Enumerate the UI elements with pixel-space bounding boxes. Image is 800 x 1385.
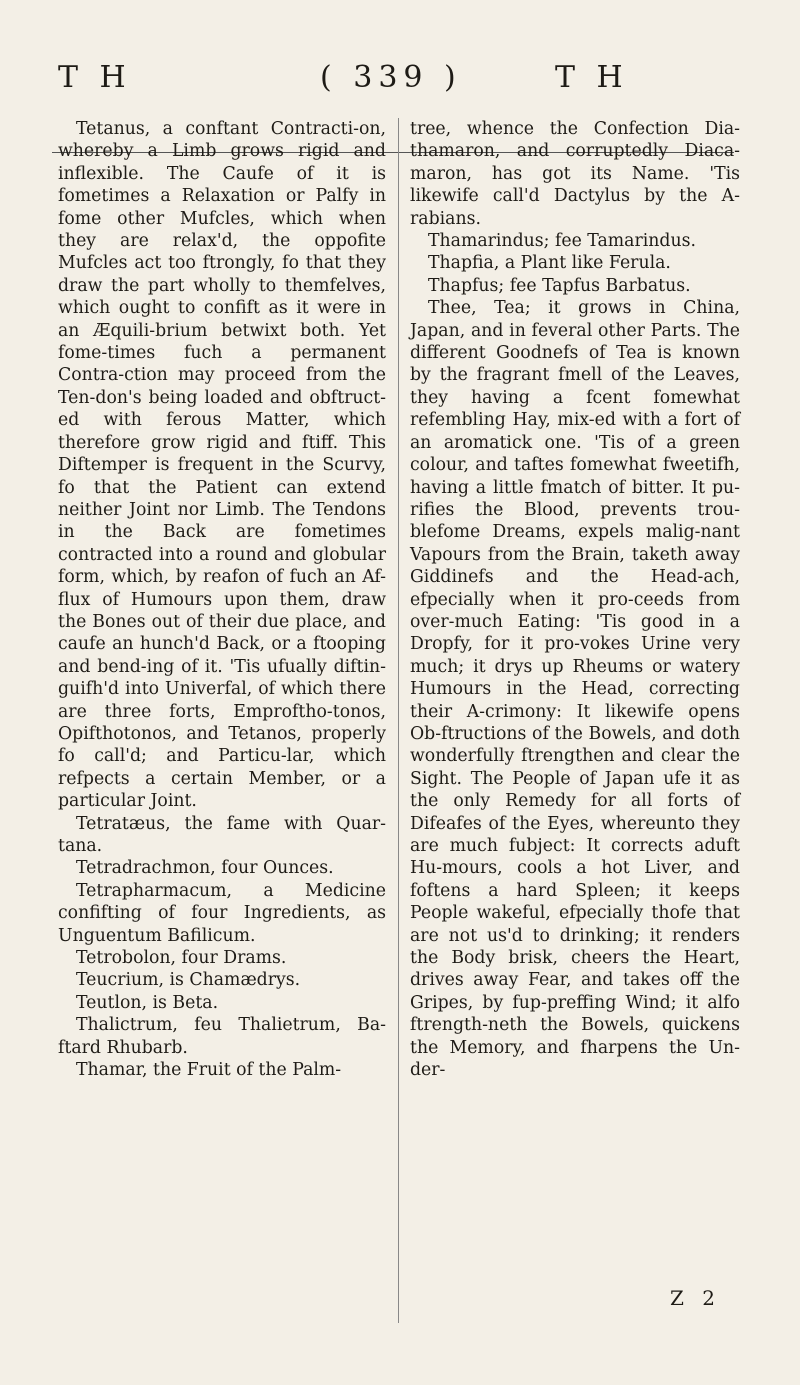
entry-tetrobolon: Tetrobolon, four Drams. <box>76 948 287 969</box>
running-header <box>0 60 800 110</box>
signature-mark: Z 2 <box>670 1286 721 1310</box>
entry-tetrataeus: Tetratæus, the fame with Quar-tana. <box>58 813 386 856</box>
header-right: T H <box>555 60 629 95</box>
page-number: ( 339 ) <box>320 60 462 95</box>
column-divider <box>398 118 399 1323</box>
entry-thapsia: Thapfia, a Plant like Ferula. <box>428 253 671 274</box>
right-column <box>410 118 740 1081</box>
entry-tetradrachmon: Tetradrachmon, four Ounces. <box>76 858 334 879</box>
entry-teucrium: Teucrium, is Chamædrys. <box>76 970 301 991</box>
entry-tetrapharmacum: Tetrapharmacum, a Medicine confifting of four Ingredients, as Unguentum Bafilicum. <box>58 880 386 946</box>
entry-thalictrum: Thalictrum, feu Thalietrum, Ba-ftard Rhubarb. <box>58 1015 386 1058</box>
left-column <box>58 118 386 1081</box>
entry-thamarindus: Thamarindus; fee Tamarindus. <box>428 231 696 252</box>
header-left: T H <box>58 60 132 95</box>
entry-thamar-continued: tree, whence the Confection Dia-thamaron, and corruptedly Diaca-maron, has got its Name. 'Tis likewife call'd Dactylus by the A-rabians. <box>410 119 740 229</box>
entry-tetanus: Tetanus, a conftant Contracti-on, whereby a Limb grows rigid and inflexible. The Caufe of it is fometimes a Relaxation or Palfy in fome other Mufcles, which when they are relax'd, the oppofite Mufcles act too ftrongly, fo that they draw the part wholly to themfelves, which ought to confift as it were in an Æquili-brium betwixt both. Yet fome-times fuch a permanent Contra-ction may proceed from the Ten-don's being loaded and obftruct-ed with ferous Matter, which therefore grow rigid and ftiff. This Diftemper is frequent in the Scurvy, fo that the Patient can extend neither Joint nor Limb. The Tendons in the Back are fometimes contracted into a round and globular form, which, by reafon of fuch an Af-flux of Humours upon them, draw the Bones out of their due place, and caufe an hunch'd Back, or a ftooping and bend-ing of it. 'Tis ufually diftin-guifh'd into Univerfal, of which there are three forts, Emproftho-tonos, Opifthotonos, and Tetanos, properly fo call'd; and Particu-lar, which refpects a certain Member, or a particular Joint. <box>58 119 386 812</box>
entry-teutlon: Teutlon, is Beta. <box>76 992 219 1013</box>
entry-thamar: Thamar, the Fruit of the Palm- <box>76 1060 342 1081</box>
entry-thapsus: Thapfus; fee Tapfus Barbatus. <box>428 275 691 296</box>
entry-thee: Thee, Tea; it grows in China, Japan, and in feveral other Parts. The different Goodnefs of Tea is known by the fragrant fmell of the Leaves, they having a fcent fomewhat refembling Hay, mix-ed with a fort of an aromatick one. 'Tis of a green colour, and taftes fomewhat fweetifh, having a little fmatch of bitter. It pu-rifies the Blood, prevents trou-blefome Dreams, expels malig-nant Vapours from the Brain, taketh away Giddinefs and the Head-ach, efpecially when it pro-ceeds from over-much Eating: 'Tis good in a Dropfy, for it pro-vokes Urine very much; it drys up Rheums or watery Humours in the Head, correcting their A-crimony: It likewife opens Ob-ftructions of the Bowels, and doth wonderfully ftrengthen and clear the Sight. The People of Japan ufe it as the only Remedy for all forts of Difeafes of the Eyes, whereunto they are much fubject: It corrects aduft Hu-mours, cools a hot Liver, and foftens a hard Spleen; it keeps People wakeful, efpecially thofe that are not us'd to drinking; it renders the Body brisk, cheers the Heart, drives away Fear, and takes off the Gripes, by fup-preffing Wind; it alfo ftrength-neth the Bowels, quickens the Memory, and fharpens the Un-der- <box>410 298 740 1081</box>
